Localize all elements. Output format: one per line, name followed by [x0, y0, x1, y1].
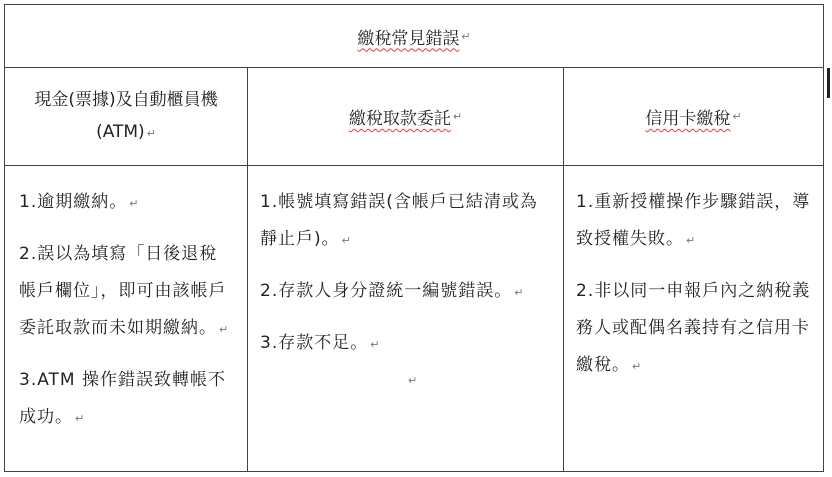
paragraph-mark-icon: ↵: [452, 110, 463, 123]
paragraph-mark-icon: ↵: [341, 234, 352, 247]
list-item-text: 1.逾期繳納。: [19, 192, 128, 212]
paragraph-mark-icon: ↵: [75, 412, 86, 425]
column-header-withdrawal-authorization: [247, 67, 564, 166]
error-list: [260, 184, 555, 377]
list-item: [260, 273, 555, 311]
list-item-text: 1.帳號填寫錯誤(含帳戶已結清或為靜止戶)。: [260, 192, 538, 249]
column-body-cash-atm: [4, 165, 248, 472]
list-item-text: 2.非以同一申報戶內之納稅義務人或配偶名義持有之信用卡繳稅。: [576, 281, 811, 375]
list-item: [19, 184, 239, 222]
paragraph-mark-icon: ↵: [732, 110, 742, 123]
paragraph-mark-icon: ↵: [686, 234, 697, 247]
column-header-credit-card: [563, 67, 824, 166]
paragraph-mark-icon: ↵: [408, 374, 418, 387]
column-header-label: 現金(票據)及自動櫃員機(ATM): [34, 89, 218, 142]
paragraph-mark-icon: ↵: [632, 360, 643, 373]
column-header-label: 繳稅取款委託: [348, 109, 451, 129]
table-title-cell: [4, 4, 824, 68]
list-item-text: 3.存款不足。: [260, 333, 369, 353]
list-item: [576, 184, 814, 259]
resize-handle[interactable]: [827, 68, 830, 98]
column-header-cash-atm: [4, 67, 248, 166]
list-item: [19, 236, 233, 348]
error-list: [576, 184, 815, 399]
error-list: [19, 184, 239, 451]
paragraph-mark-icon: ↵: [370, 338, 381, 351]
list-item-text: 1.重新授權操作步驟錯誤，導致授權失敗。: [576, 192, 811, 249]
paragraph-mark-icon: ↵: [219, 323, 230, 336]
list-item-text: 2.存款人身分證統一編號錯誤。: [260, 281, 513, 301]
table-title: 繳稅常見錯誤: [357, 28, 460, 49]
list-item: [576, 273, 814, 385]
column-body-credit-card: [563, 165, 824, 472]
column-body-withdrawal-authorization: [247, 165, 564, 472]
list-item: [260, 325, 555, 363]
paragraph-mark-icon: ↵: [461, 29, 471, 43]
list-item: [260, 184, 550, 259]
paragraph-mark-icon: ↵: [146, 126, 156, 140]
list-item-text: 2.誤以為填寫「日後退稅帳戶欄位」，即可由該帳戶委託取款而未如期繳納。: [19, 244, 227, 338]
column-header-label: 信用卡繳稅: [645, 109, 731, 129]
list-item: [19, 362, 233, 437]
list-item-text: 3.ATM 操作錯誤致轉帳不成功。: [19, 370, 226, 427]
paragraph-mark-icon: ↵: [129, 197, 140, 210]
paragraph-mark-icon: ↵: [514, 286, 525, 299]
